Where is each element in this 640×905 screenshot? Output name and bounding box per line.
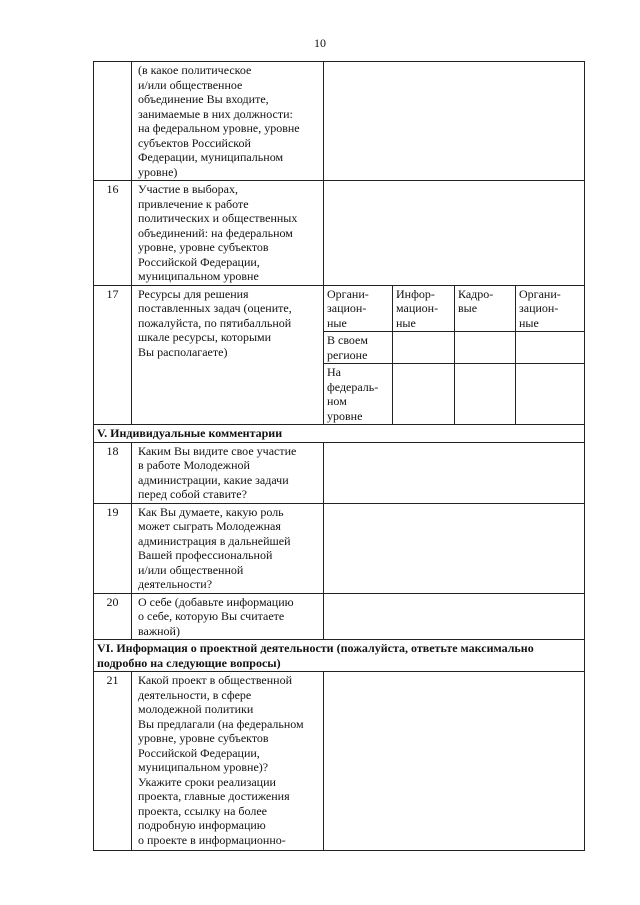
question-text: (в какое политическое и/или общественное объединение Вы входите, занимаемые в них должности: на федеральном уровне, уровне субъектов Российской Федерации, муниципальном уровне): [132, 62, 324, 181]
resource-header-personnel: Кадро- вые: [455, 285, 516, 332]
resource-header-organizational-2: Органи- зацион- ные: [516, 285, 585, 332]
table-row-20: [94, 593, 585, 640]
question-number: 19: [94, 503, 132, 593]
question-text: Ресурсы для решения поставленных задач (оцените, пожалуйста, по пятибалльной шкале ресурсы, которыми Вы располагаете): [132, 285, 324, 425]
answer-field[interactable]: [324, 672, 585, 851]
answer-field[interactable]: [324, 593, 585, 640]
questionnaire-table: [93, 61, 585, 851]
question-text: Участие в выборах, привлечение к работе политических и общественных объединений: на федеральном уровне, уровне субъектов Российской Федерации, муниципальном уровне: [132, 181, 324, 286]
question-text: Какой проект в общественной деятельности, в сфере молодежной политики Вы предлагали (на федеральном уровне, уровне субъектов Российской Федерации, муниципальном уровне)? Укажите сроки реализации проекта, главные достижения проекта, ссылку на более подробную информацию о проекте в информационно-: [132, 672, 324, 851]
question-number: 20: [94, 593, 132, 640]
answer-field[interactable]: [324, 503, 585, 593]
question-number: 16: [94, 181, 132, 286]
resource-score-field[interactable]: [516, 332, 585, 364]
answer-field[interactable]: [324, 62, 585, 181]
table-row-16: [94, 181, 585, 286]
section-header-row: [94, 425, 585, 443]
resource-row-label: На федераль- ном уровне: [324, 364, 393, 425]
resource-row-label: В своем регионе: [324, 332, 393, 364]
resource-score-field[interactable]: [393, 332, 455, 364]
table-row-21: [94, 672, 585, 851]
resource-header-informational: Инфор- мацион- ные: [393, 285, 455, 332]
resource-score-field[interactable]: [393, 364, 455, 425]
table-row-18: [94, 442, 585, 503]
resource-score-field[interactable]: [455, 332, 516, 364]
section-title: VI. Информация о проектной деятельности (пожалуйста, ответьте максимально подробно на следующие вопросы): [94, 640, 585, 672]
number-cell: [94, 62, 132, 181]
question-number: 18: [94, 442, 132, 503]
page-number: 10: [314, 36, 326, 50]
section-title: V. Индивидуальные комментарии: [94, 425, 585, 443]
table-row-19: [94, 503, 585, 593]
answer-field[interactable]: [324, 442, 585, 503]
answer-field[interactable]: [324, 181, 585, 286]
resource-header-organizational: Органи- зацион- ные: [324, 285, 393, 332]
section-header-row: [94, 640, 585, 672]
question-text: Каким Вы видите свое участие в работе Молодежной администрации, какие задачи перед собой ставите?: [132, 442, 324, 503]
question-number: 21: [94, 672, 132, 851]
question-number: 17: [94, 285, 132, 425]
resource-score-field[interactable]: [455, 364, 516, 425]
question-text: О себе (добавьте информацию о себе, которую Вы считаете важной): [132, 593, 324, 640]
resource-score-field[interactable]: [516, 364, 585, 425]
question-text: Как Вы думаете, какую роль может сыграть Молодежная администрация в дальнейшей Вашей профессиональной и/или общественной деятельности?: [132, 503, 324, 593]
table-row-17: [94, 285, 585, 332]
table-row-continued: [94, 62, 585, 181]
